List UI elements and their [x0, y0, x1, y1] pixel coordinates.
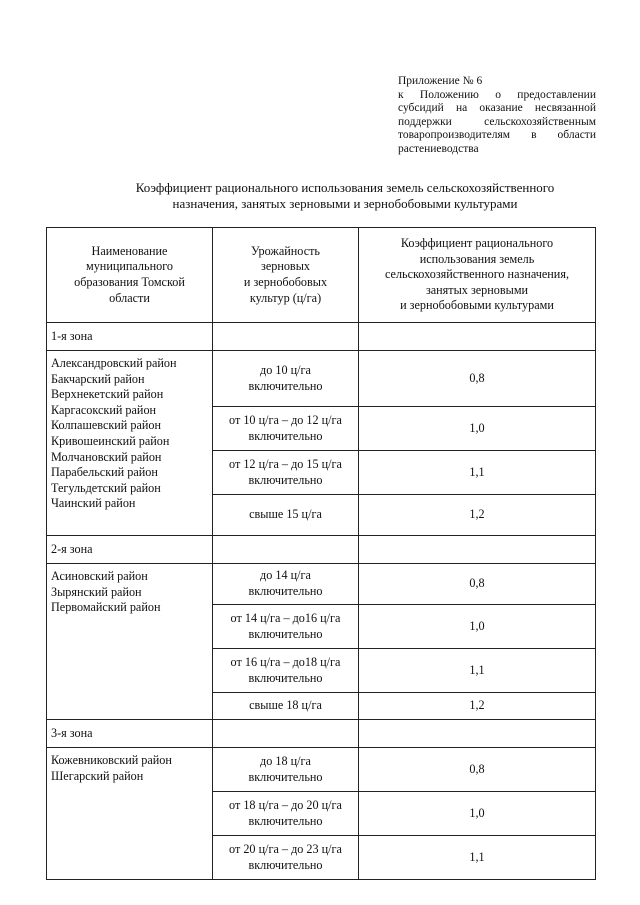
district-name: Александровский район: [51, 356, 177, 370]
zone-label: 1-я зона: [47, 323, 213, 351]
yield-text: до 10 ц/га: [260, 362, 311, 377]
coefficient-cell: 1,2: [359, 693, 596, 720]
district-name: Парабельский район: [51, 465, 158, 480]
yield-cell: [213, 693, 359, 720]
appendix-number: Приложение № 6: [398, 75, 483, 87]
zone-row: [47, 536, 596, 564]
table-row: [47, 351, 596, 407]
yield-text: включительно: [248, 813, 323, 828]
yield-cell: [213, 564, 359, 605]
district-name: Асиновский район: [51, 569, 148, 583]
header-yield: Урожайность зерновых и зернобобовых культур (ц/га): [213, 228, 359, 323]
district-name: Верхнекетский район: [51, 387, 164, 402]
empty-cell: [359, 323, 596, 351]
coefficient-cell: 0,8: [359, 564, 596, 605]
coefficient-cell: 1,0: [359, 605, 596, 649]
title-line-2: назначения, занятых зерновыми и зернобобовыми культурами: [172, 196, 518, 211]
empty-cell: [359, 536, 596, 564]
yield-text: включительно: [248, 472, 323, 487]
yield-text: от 12 ц/га – до 15 ц/га: [229, 456, 342, 471]
yield-cell: [213, 451, 359, 495]
district-name: Первомайский район: [51, 600, 161, 615]
yield-text: включительно: [248, 857, 323, 872]
title-line-1: Коэффициент рационального использования земель сельскохозяйственного: [135, 180, 555, 195]
yield-cell: [213, 836, 359, 880]
zone-label: 2-я зона: [47, 536, 213, 564]
yield-cell: [213, 605, 359, 649]
district-name: Зырянский район: [51, 584, 142, 599]
appendix-block: [398, 75, 596, 157]
empty-cell: [213, 720, 359, 748]
district-list: [47, 748, 213, 880]
empty-cell: [213, 323, 359, 351]
coefficient-cell: 1,1: [359, 836, 596, 880]
yield-text: от 18 ц/га – до 20 ц/га: [229, 797, 342, 812]
district-name: Каргасокский район: [51, 402, 157, 417]
district-name: Кривошеинский район: [51, 433, 170, 448]
yield-cell: [213, 748, 359, 792]
zone-row: [47, 323, 596, 351]
empty-cell: [213, 536, 359, 564]
yield-text: свыше 15 ц/га: [249, 507, 322, 522]
coefficient-cell: 1,2: [359, 495, 596, 536]
yield-text: от 20 ц/га – до 23 ц/га: [229, 841, 342, 856]
yield-text: свыше 18 ц/га: [249, 698, 322, 713]
zone-row: [47, 720, 596, 748]
yield-text: до 14 ц/га: [260, 568, 311, 583]
coefficient-cell: 1,1: [359, 451, 596, 495]
yield-text: включительно: [248, 626, 323, 641]
district-name: Кожевниковский район: [51, 753, 172, 767]
coefficient-table: [46, 227, 596, 880]
yield-text: включительно: [248, 769, 323, 784]
table-row: [47, 564, 596, 605]
district-list: [47, 564, 213, 720]
yield-text: включительно: [248, 428, 323, 443]
yield-cell: [213, 792, 359, 836]
district-name: Тегульдетский район: [51, 480, 161, 495]
coefficient-cell: 1,0: [359, 792, 596, 836]
district-name: Бакчарский район: [51, 371, 145, 386]
district-name: Шегарский район: [51, 768, 144, 783]
document-title: [60, 180, 630, 212]
header-municipality: Наименование муниципального образования Томской области: [47, 228, 213, 323]
yield-cell: [213, 351, 359, 407]
yield-cell: [213, 495, 359, 536]
district-name: Колпашевский район: [51, 418, 162, 433]
coefficient-cell: 0,8: [359, 748, 596, 792]
zone-label: 3-я зона: [47, 720, 213, 748]
district-list: [47, 351, 213, 536]
yield-text: включительно: [248, 378, 323, 393]
yield-text: от 14 ц/га – до16 ц/га: [230, 610, 341, 625]
yield-text: включительно: [248, 670, 323, 685]
yield-cell: [213, 407, 359, 451]
yield-text: включительно: [248, 584, 323, 598]
coefficient-cell: 1,1: [359, 649, 596, 693]
table-header-row: [47, 228, 596, 323]
coefficient-cell: 1,0: [359, 407, 596, 451]
yield-cell: [213, 649, 359, 693]
yield-text: от 16 ц/га – до18 ц/га: [230, 654, 341, 669]
district-name: Молчановский район: [51, 449, 162, 464]
empty-cell: [359, 720, 596, 748]
header-coefficient: Коэффициент рационального использования земель сельскохозяйственного назначения, занятых зерновыми и зернобобовыми культурами: [359, 228, 596, 323]
yield-text: от 10 ц/га – до 12 ц/га: [229, 412, 342, 427]
appendix-text: к Положению о предоставлении субсидий на оказание несвязанной поддержки сельскохозяйственным товаропроизводителям в области растениеводства: [398, 88, 596, 155]
yield-text: до 18 ц/га: [260, 753, 311, 768]
table-row: [47, 748, 596, 792]
coefficient-cell: 0,8: [359, 351, 596, 407]
district-name: Чаинский район: [51, 496, 136, 511]
